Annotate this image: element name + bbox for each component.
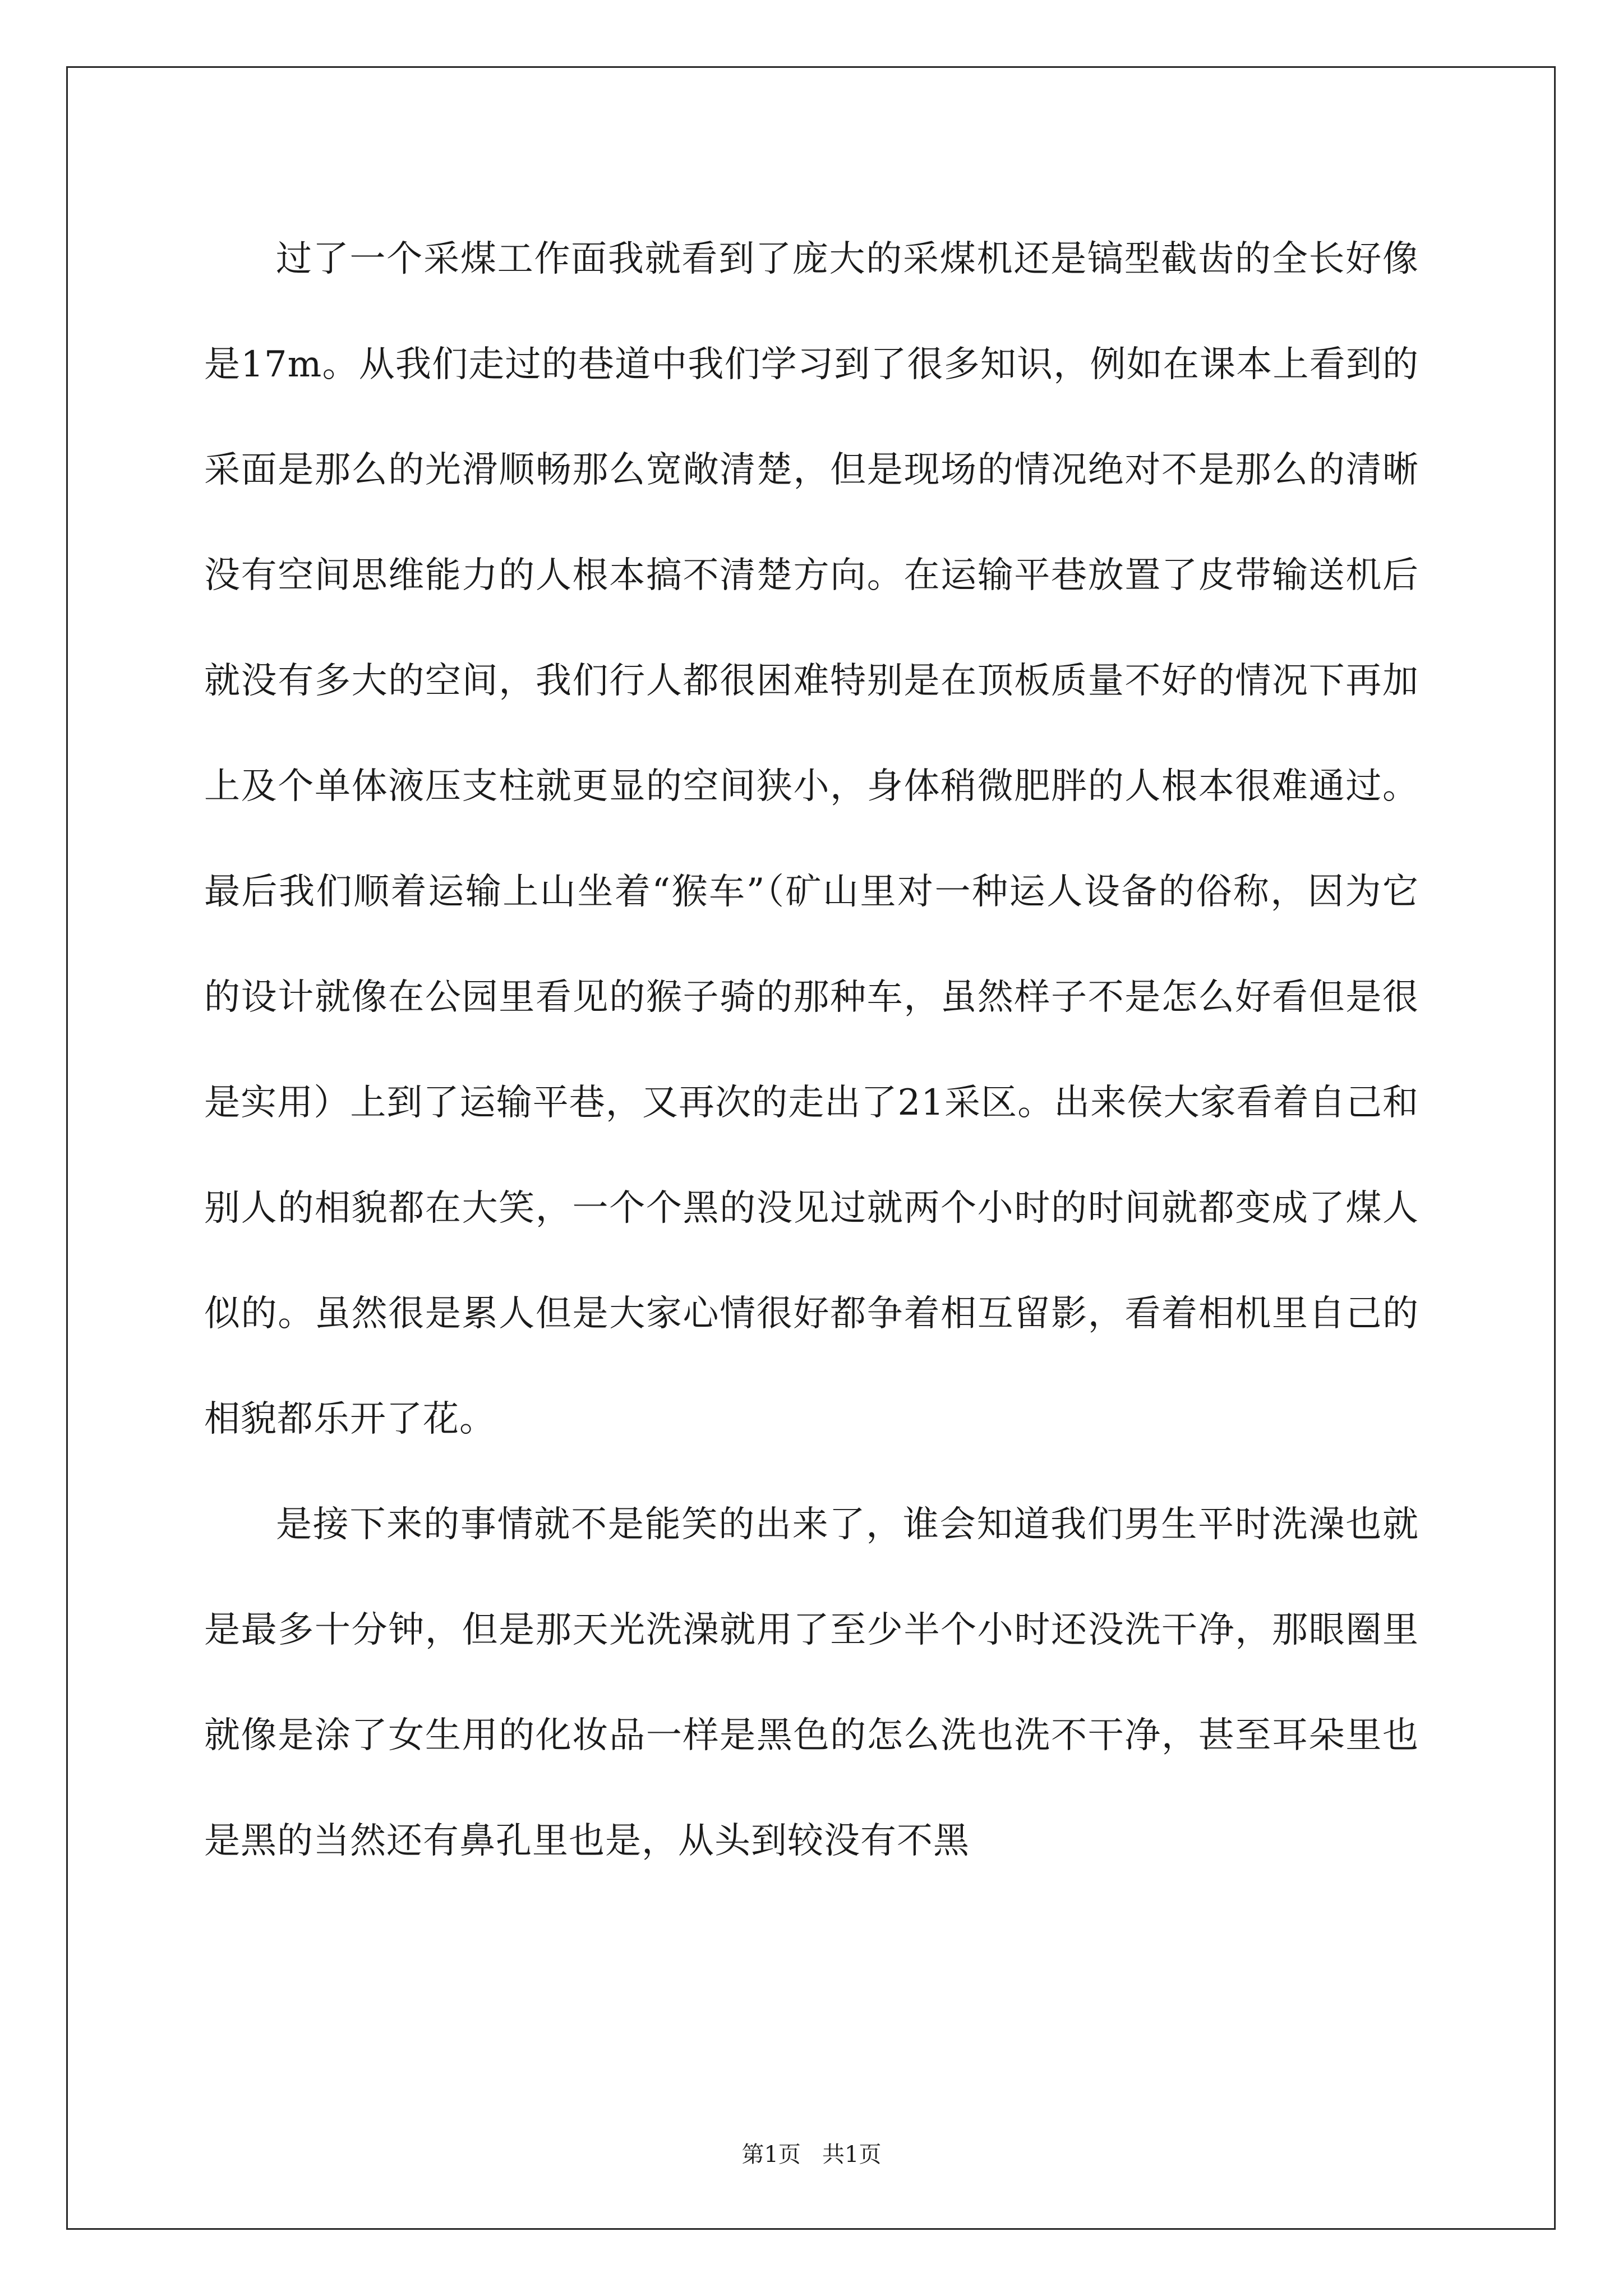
- document-body: [204, 206, 1419, 1894]
- paragraph-1: 过了一个采煤工作面我就看到了庞大的采煤机还是镐型截齿的全长好像是17m。从我们走过的巷道中我们学习到了很多知识，例如在课本上看到的采面是那么的光滑顺畅那么宽敞清楚，但是现场的情况绝对不是那么的清晰没有空间思维能力的人根本搞不清楚方向。在运输平巷放置了皮带输送机后就没有多大的空间，我们行人都很困难特别是在顶板质量不好的情况下再加上及个单体液压支柱就更显的空间狭小，身体稍微肥胖的人根本很难通过。最后我们顺着运输上山坐着“猴车”（矿山里对一种运人设备的俗称，因为它的设计就像在公园里看见的猴子骑的那种车，虽然样子不是怎么好看但是很是实用）上到了运输平巷，又再次的走出了21采区。出来侯大家看着自己和别人的相貌都在大笑，一个个黑的没见过就两个小时的时间就都变成了煤人似的。虽然很是累人但是大家心情很好都争着相互留影，看着相机里自己的相貌都乐开了花。: [204, 238, 1419, 1440]
- paragraph-2: 是接下来的事情就不是能笑的出来了，谁会知道我们男生平时洗澡也就是最多十分钟，但是那天光洗澡就用了至少半个小时还没洗干净，那眼圈里就像是涂了女生用的化妆品一样是黑色的怎么洗也洗不干净，甚至耳朵里也是黑的当然还有鼻孔里也是，从头到较没有不黑: [204, 1504, 1419, 1862]
- page-footer: 第1页 共1页: [741, 2142, 882, 2168]
